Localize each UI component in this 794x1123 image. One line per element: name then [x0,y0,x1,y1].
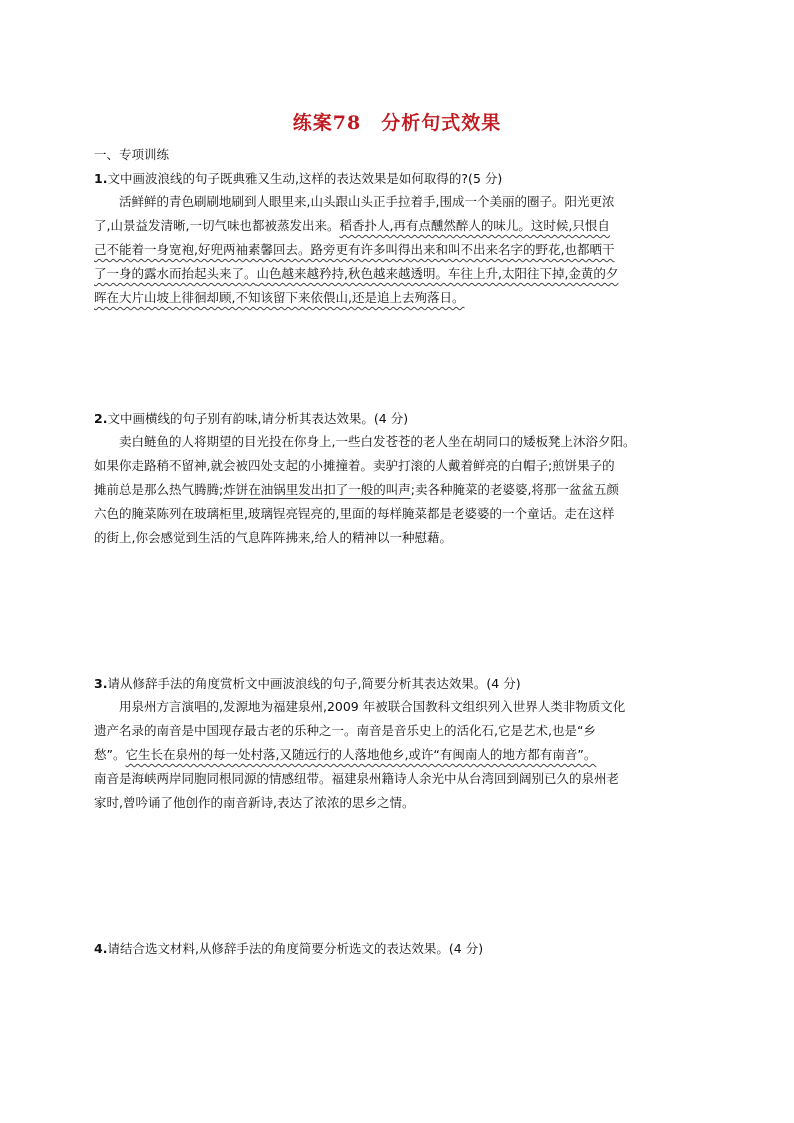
passage-text: 遗产名录的南音是中国现存最古老的乐种之一。南音是音乐史上的活化石,它是艺术,也是“乡 [94,723,596,738]
question-1-number: 1. [94,171,108,186]
wavy-underlined-text: 稻香扑人,再有点醺然醉人的味儿。这时候,只恨自 [339,218,610,233]
passage-line [94,526,694,550]
passage-line [94,791,694,815]
passage-line [94,454,694,478]
question-3-number: 3. [94,676,108,691]
question-4-number: 4. [94,941,108,956]
passage-line [94,214,694,238]
passage-line [94,743,694,767]
passage-line [94,238,694,262]
passage-line [94,767,694,791]
passage-text: 如果你走路稍不留神,就会被四处支起的小摊撞着。卖驴打滚的人戴着鲜亮的白帽子;煎饼果子的 [94,458,615,473]
wavy-underlined-text: 它生长在泉州的每一处村落,又随远行的人落地他乡,或许“有闽南人的地方都有南音”。 [125,747,597,762]
question-4-prompt [94,940,483,958]
passage-text: 愁”。 [94,747,126,762]
question-1-passage [94,190,694,310]
passage-text: 南音是海峡两岸同胞同根同源的情感纽带。福建泉州籍诗人余光中从台湾回到阔别已久的泉州老 [94,771,620,786]
passage-text: 的街上,你会感觉到生活的气息阵阵拂来,给人的精神以一种慰藉。 [94,530,452,545]
passage-text: 卖白鲢鱼的人将期望的目光投在你身上,一些白发苍苍的老人坐在胡同口的矮板凳上沐浴夕阳。 [94,434,636,449]
passage-line [94,695,694,719]
section-heading: 一、专项训练 [94,147,170,162]
question-1-text: 文中画波浪线的句子既典雅又生动,这样的表达效果是如何取得的?(5 分) [107,171,503,186]
passage-line [94,262,694,286]
wavy-underlined-text: 山色越来越矜持,秋色越来越透明。车往上升,太阳往下掉,金黄的夕 [256,266,619,281]
passage-text: 活鲜鲜的青色刷刷地刷到人眼里来,山头跟山头正手拉着手,围成一个美丽的圈子。阳光更浓 [94,194,615,209]
wavy-underlined-text: 己不能着一身宽袍,好兜两袖素馨回去。路旁更有许多叫得出来和叫不出来名字的野花,也都晒干 [94,242,615,257]
passage-text: 摊前总是那么热气腾腾; [94,482,224,497]
passage-line [94,190,694,214]
passage-text: 了,山景益发清晰,一切气味也都被蒸发出来。 [94,218,340,233]
passage-text: 家时,曾吟诵了他创作的南音新诗,表达了浓浓的思乡之情。 [94,795,415,810]
passage-text: ;卖各种腌菜的老婆婆,将那一盆盆五颜 [410,482,619,497]
passage-line [94,502,694,526]
passage-line [94,719,694,743]
wavy-underlined-text: 晖在大片山坡上徘徊却顾,不知该留下来依偎山,还是追上去殉落日。 [94,290,465,305]
question-2-text: 文中画横线的句子别有韵味,请分析其表达效果。(4 分) [107,411,409,426]
question-2-passage [94,430,694,550]
question-3-passage [94,695,694,815]
page-title: 练案78 分析句式效果 [292,112,502,134]
passage-line [94,430,694,454]
underlined-text: 炸饼在油锅里发出扣了一般的叫声 [223,482,411,497]
question-3-text: 请从修辞手法的角度赏析文中画波浪线的句子,简要分析其表达效果。(4 分) [107,676,521,691]
question-3-prompt [94,675,521,693]
wavy-underlined-text: 了一身的露水而抬起头来了。 [94,266,257,281]
question-1-prompt [94,170,502,188]
question-4-text: 请结合选文材料,从修辞手法的角度简要分析选文的表达效果。(4 分) [107,941,484,956]
passage-text: 用泉州方言演唱的,发源地为福建泉州,2009 年被联合国教科文组织列入世界人类非物质文化 [94,699,626,714]
passage-line [94,478,694,502]
passage-line [94,286,694,310]
passage-text: 六色的腌菜陈列在玻璃柜里,玻璃锃亮锃亮的,里面的每样腌菜都是老婆婆的一个童话。走在这样 [94,506,615,521]
question-2-number: 2. [94,411,108,426]
question-2-prompt [94,410,408,428]
